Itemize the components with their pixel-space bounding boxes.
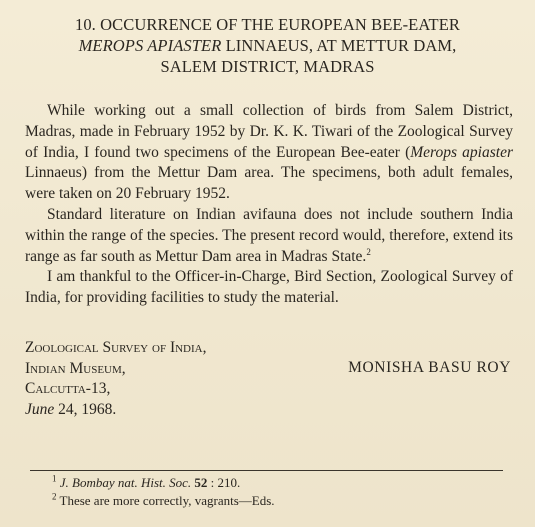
heading-line-2	[0, 35, 535, 56]
footnote-ref-2: 2	[366, 246, 371, 257]
paragraph-2-text: Standard literature on Indian avifauna does not include southern India within the range of the species. The present record would, therefore, extend its range as far south as Mettur Dam area in Madras State.	[25, 205, 513, 265]
paragraph-1	[25, 101, 513, 205]
paragraph-3: I am thankful to the Officer-in-Charge, Bird Section, Zoological Survey of India, for providing facilities to study the material.	[25, 268, 513, 307]
address-date-month: June	[25, 400, 55, 418]
footnotes	[52, 474, 275, 510]
footnote-1	[52, 474, 275, 492]
footnote-2-text: These are more correctly, vagrants—Eds.	[56, 493, 275, 508]
address-line-1: Zoological Survey of India,	[25, 339, 207, 356]
heading-line-1: 10. OCCURRENCE OF THE EUROPEAN BEE-EATER	[74, 15, 461, 34]
paragraph-1-species: Merops apiaster	[410, 143, 513, 161]
heading-species-name: MEROPS APIASTER	[78, 36, 222, 55]
address-date-rest: 24, 1968.	[54, 400, 117, 418]
address-line-2: Indian Museum,	[25, 359, 126, 377]
paragraph-1-end: Linnaeus) from the Mettur Dam area. The specimens, both adult females, were taken on 20 February 1952.	[25, 164, 513, 203]
paragraph-1-start: While working out a small collection of birds from Salem District, Madras, made in February 1952 by Dr. K. K. Tiwari of the Zoological Survey of India, I found two specimens of the European Bee-eater (	[25, 102, 513, 161]
address-line-3: Calcutta-13,	[25, 380, 111, 398]
article-body	[25, 101, 513, 309]
heading-line-3: SALEM DISTRICT, MADRAS	[160, 57, 375, 76]
paragraph-2	[25, 205, 513, 267]
footnote-1-page: : 210.	[207, 475, 241, 490]
footnote-2-mark: 2	[52, 491, 57, 502]
footnote-1-mark: 1	[52, 473, 57, 484]
heading-line-2-rest: LINNAEUS, AT METTUR DAM,	[221, 36, 457, 55]
footnote-divider	[30, 470, 503, 471]
footnote-1-journal: J. Bombay nat. Hist. Soc.	[56, 475, 192, 490]
address-date	[25, 400, 206, 421]
footnote-1-volume: 52	[191, 475, 208, 490]
author-name: MONISHA BASU ROY	[348, 359, 511, 376]
author-address	[25, 338, 206, 420]
footnote-2	[52, 492, 275, 510]
article-heading	[0, 14, 535, 77]
